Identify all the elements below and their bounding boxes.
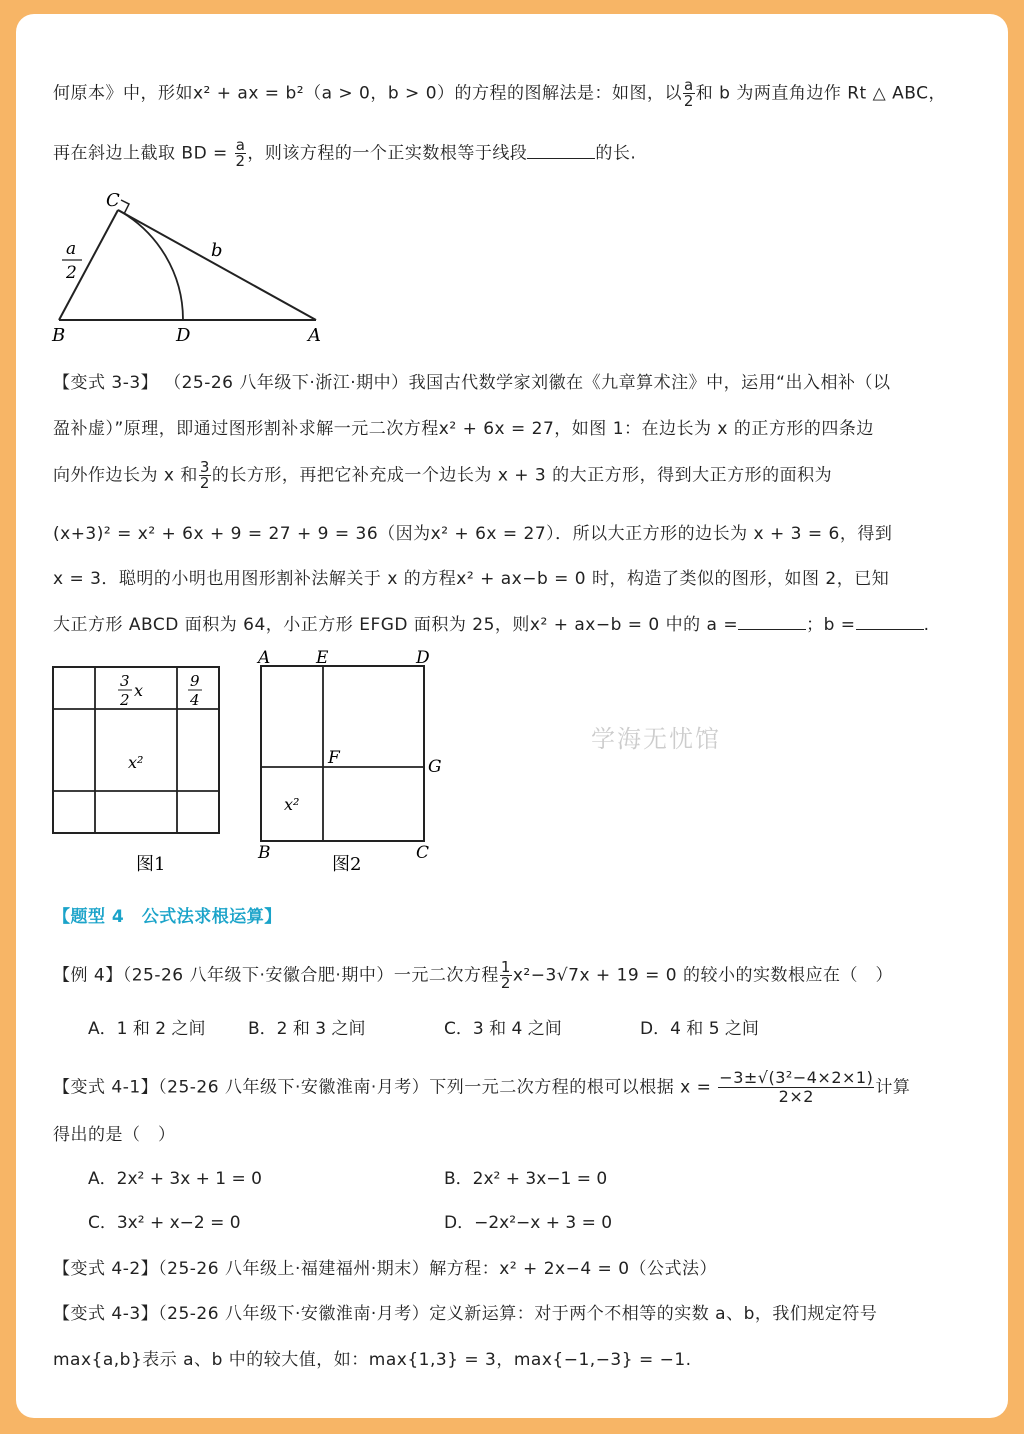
fraction-numerator: a (684, 76, 694, 94)
text-segment: 和 b 为两直角边作 Rt △ ABC， (695, 83, 946, 104)
fraction-denominator: 2 (235, 152, 246, 170)
problem-text-line (53, 1069, 910, 1106)
outer-square-abcd (261, 666, 424, 841)
label-a: A (308, 325, 321, 346)
problem-text-line (53, 460, 832, 491)
text-segment: 何原本》中，形如x² + ax = b²（a > 0，b > 0）的方程的图解法是：如图，以 (53, 83, 683, 104)
problem-text-line: 得出的是（ ） (53, 1125, 176, 1145)
text-segment: 盈补虚）”原理，即通过图形割补求解一元二次方程x² + 6x = 27，如图 1：在边长为 x 的正方形的四条边 (53, 419, 874, 439)
worksheet-page (16, 14, 1008, 1418)
fraction-numerator: 3 (199, 458, 210, 476)
fraction (500, 960, 512, 991)
triangle-figure (46, 186, 356, 346)
text-segment: ，则该方程的一个正实数根等于线段 (247, 143, 528, 164)
text-segment: 【例 4】（25-26 八年级下·安徽合肥·期中）一元二次方程 (53, 965, 499, 986)
option-a[interactable]: A．2x² + 3x + 1 = 0 (88, 1169, 262, 1189)
cell-label-numerator: 3 (120, 672, 130, 690)
label-side-b: b (211, 240, 223, 261)
fraction-denominator: 2 (683, 92, 694, 110)
fraction (199, 460, 211, 491)
arc-cd (118, 210, 183, 320)
option-b[interactable]: B．2x² + 3x−1 = 0 (444, 1169, 608, 1189)
figure-caption: 图2 (332, 854, 362, 875)
answer-blank[interactable] (527, 144, 595, 159)
fraction-denominator: 2×2 (778, 1087, 814, 1106)
option-c[interactable]: C．3x² + x−2 = 0 (88, 1213, 241, 1233)
small-square-label: x² (284, 795, 300, 814)
label-c: C (416, 843, 430, 863)
cell-label-x: x (134, 681, 144, 700)
fraction-numerator: a (235, 136, 246, 154)
fraction (683, 78, 695, 109)
label-c: C (106, 190, 120, 211)
problem-text-line (53, 960, 893, 991)
option-a[interactable]: A．1 和 2 之间 (88, 1019, 206, 1039)
cell-label-denominator: 4 (190, 691, 200, 709)
option-c[interactable]: C．3 和 4 之间 (444, 1019, 562, 1039)
fraction-numerator: 1 (500, 958, 511, 976)
text-segment: 大正方形 ABCD 面积为 64，小正方形 EFGD 面积为 25，则x² + ax−b = 0 中的 a = (53, 615, 739, 635)
text-segment: (x+3)² = x² + 6x + 9 = 27 + 9 = 36（因为x² + 6x = 27）．所以大正方形的边长为 x + 3 = 6，得到 (53, 524, 893, 544)
figure-2-square (248, 646, 468, 881)
fraction-denominator: 2 (500, 974, 511, 992)
label-b: B (258, 843, 271, 863)
problem-text-line (53, 564, 889, 589)
label-side-a-denominator: 2 (66, 263, 77, 283)
fraction (718, 1069, 874, 1106)
problem-text-line: max{a,b}表示 a、b 中的较大值，如：max{1,3} = 3，max{−1,−3} = −1. (53, 1350, 692, 1370)
problem-text-line (53, 78, 946, 109)
label-b: B (52, 325, 66, 346)
problem-text-line (53, 610, 929, 635)
cell-label-numerator: 9 (190, 672, 200, 690)
text-segment: . (923, 615, 930, 635)
label-a: A (258, 648, 271, 668)
text-segment: x = 3．聪明的小明也用图形割补法解关于 x 的方程x² + ax−b = 0 时，构造了类似的图形，如图 2，已知 (53, 569, 890, 589)
figure-caption: 图1 (136, 854, 166, 875)
text-segment: 的长方形，再把它补充成一个边长为 x + 3 的大正方形，得到大正方形的面积为 (211, 465, 833, 486)
text-segment: 【变式 3-3】 （25-26 八年级下·浙江·期中）我国古代数学家刘徽在《九章算术注》中，运用“出入相补（以 (53, 373, 891, 393)
watermark: 学海无忧馆 (591, 725, 721, 753)
cell-label-denominator: 2 (120, 691, 130, 709)
label-g: G (428, 757, 442, 777)
problem-text-line (53, 519, 892, 544)
figure-1-grid (50, 664, 230, 879)
text-segment: ；b = (806, 615, 856, 635)
side-ca (118, 210, 316, 320)
option-d[interactable]: D．−2x²−x + 3 = 0 (444, 1213, 613, 1233)
fraction-denominator: 2 (199, 474, 210, 492)
text-segment: 的长. (595, 143, 637, 164)
answer-blank-b[interactable] (856, 615, 924, 630)
option-d[interactable]: D．4 和 5 之间 (640, 1019, 759, 1039)
fraction (235, 138, 247, 169)
label-side-a-numerator: a (66, 239, 77, 259)
section-heading: 【题型 4 公式法求根运算】 (53, 907, 282, 927)
problem-text-line: 【变式 4-2】（25-26 八年级上·福建福州·期末）解方程：x² + 2x−4 = 0（公式法） (53, 1259, 718, 1279)
label-d: D (416, 648, 430, 668)
label-f: F (328, 748, 340, 768)
option-b[interactable]: B．2 和 3 之间 (248, 1019, 366, 1039)
problem-text-line (53, 368, 891, 393)
fraction-numerator: −3±√(3²−4×2×1) (719, 1068, 874, 1087)
label-d: D (176, 325, 191, 346)
answer-blank-a[interactable] (738, 615, 806, 630)
text-segment: 向外作边长为 x 和 (53, 465, 198, 486)
text-segment: 计算 (875, 1077, 911, 1098)
problem-text-line (53, 138, 636, 169)
problem-text-line (53, 414, 874, 439)
text-segment: 再在斜边上截取 BD = (53, 143, 228, 164)
label-e: E (316, 648, 329, 668)
text-segment: x²−3√7x + 19 = 0 的较小的实数根应在（ ） (512, 965, 893, 986)
center-label: x² (128, 753, 144, 772)
problem-text-line: 【变式 4-3】（25-26 八年级下·安徽淮南·月考）定义新运算：对于两个不相等的实数 a、b，我们规定符号 (53, 1304, 878, 1324)
text-segment: 【变式 4-1】（25-26 八年级下·安徽淮南·月考）下列一元二次方程的根可以根据 x = (53, 1077, 712, 1098)
